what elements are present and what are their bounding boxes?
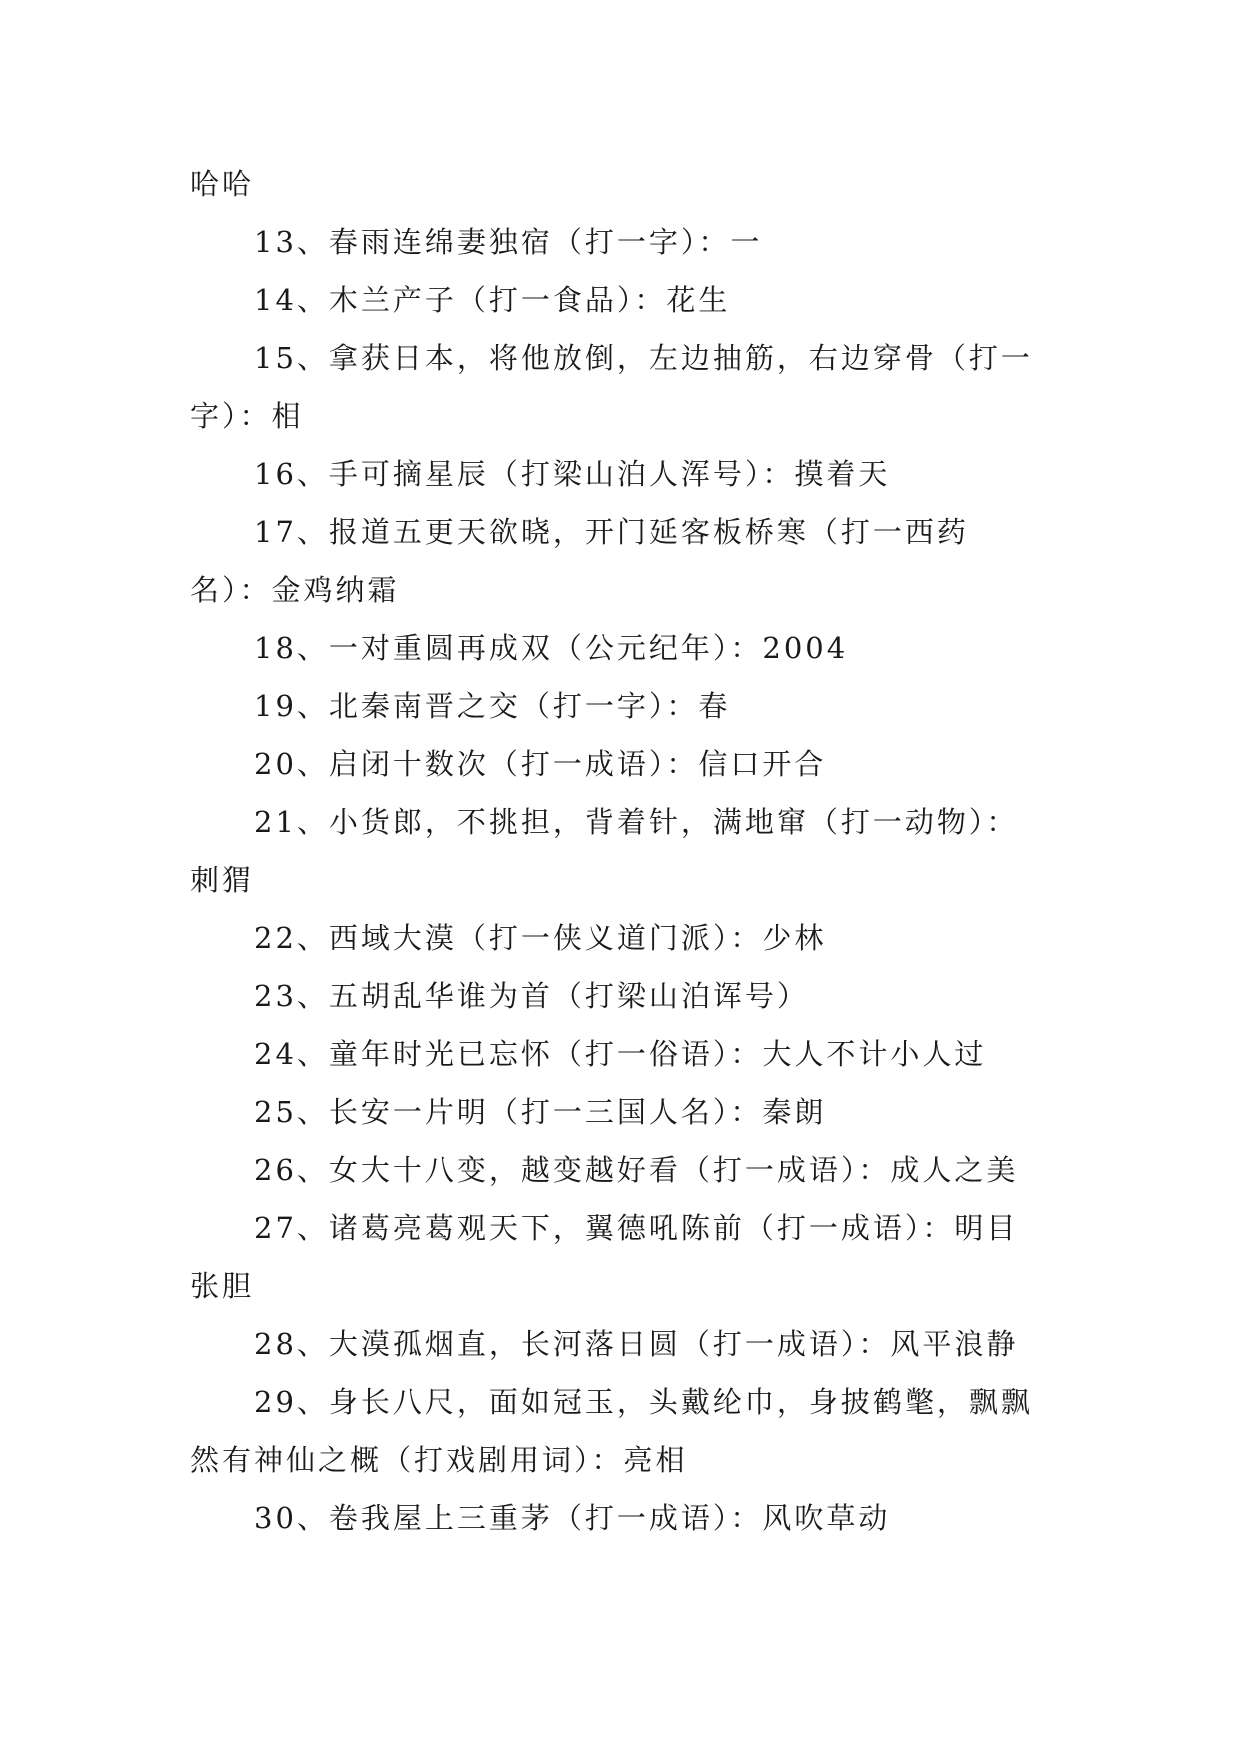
- document-body: [190, 155, 1050, 1547]
- riddle-21: 21、小货郎，不挑担，背着针，满地窜（打一动物）：刺猬: [190, 805, 1019, 897]
- riddle-30: 30、卷我屋上三重茅（打一成语）：风吹草动: [254, 1501, 891, 1535]
- riddle-14: 14、木兰产子（打一食品）：花生: [254, 283, 731, 317]
- riddle-16: 16、手可摘星辰（打梁山泊人浑号）：摸着天: [254, 457, 891, 491]
- riddle-26: 26、女大十八变，越变越好看（打一成语）：成人之美: [254, 1153, 1019, 1187]
- riddle-22: 22、西域大漠（打一侠义道门派）：少林: [254, 921, 827, 955]
- riddle-23: 23、五胡乱华谁为首（打梁山泊诨号）: [254, 979, 809, 1013]
- riddle-15: 15、拿获日本，将他放倒，左边抽筋，右边穿骨（打一字）：相: [190, 341, 1033, 433]
- riddle-25: 25、长安一片明（打一三国人名）：秦朗: [254, 1095, 827, 1129]
- riddle-17: 17、报道五更天欲晓，开门延客板桥寒（打一西药名）：金鸡纳霜: [190, 515, 969, 607]
- riddle-20: 20、启闭十数次（打一成语）：信口开合: [254, 747, 827, 781]
- riddle-18: 18、一对重圆再成双（公元纪年）：2004: [254, 631, 849, 665]
- riddle-29: 29、身长八尺，面如冠玉，头戴纶巾，身披鹤氅，飘飘然有神仙之概（打戏剧用词）：亮相: [190, 1385, 1033, 1477]
- paragraph-continuation: 哈哈: [190, 167, 255, 201]
- riddle-24: 24、童年时光已忘怀（打一俗语）：大人不计小人过: [254, 1037, 987, 1071]
- riddle-13: 13、春雨连绵妻独宿（打一字）：一: [254, 225, 763, 259]
- riddle-28: 28、大漠孤烟直，长河落日圆（打一成语）：风平浪静: [254, 1327, 1019, 1361]
- riddle-19: 19、北秦南晋之交（打一字）：春: [254, 689, 731, 723]
- riddle-27: 27、诸葛亮葛观天下，翼德吼陈前（打一成语）：明目张胆: [190, 1211, 1019, 1303]
